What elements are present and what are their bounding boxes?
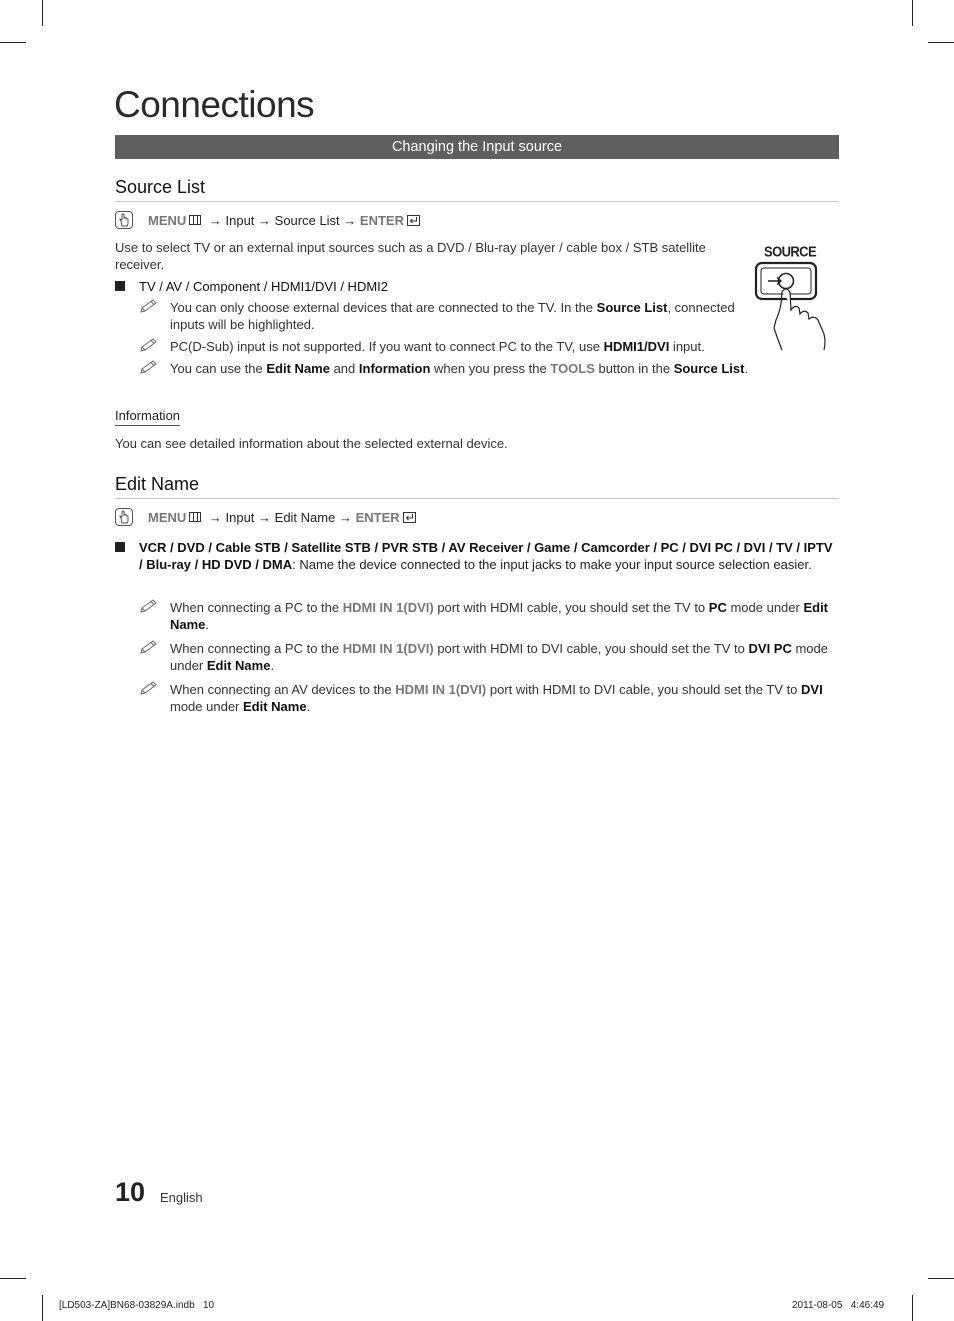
- information-text: You can see detailed information about the selected external device.: [115, 436, 508, 451]
- pencil-note-icon: [139, 298, 161, 314]
- menu-icon: [189, 215, 201, 225]
- note-item: When connecting a PC to the HDMI IN 1(DVI) port with HDMI to DVI cable, you should set the TV to DVI PC mode under Edit Name.: [139, 640, 839, 674]
- section-banner: Changing the Input source: [115, 135, 839, 159]
- crop-mark: [912, 1295, 913, 1321]
- hand-pointer-icon: [115, 508, 133, 526]
- information-heading: Information: [115, 408, 180, 426]
- pencil-note-icon: [139, 680, 161, 696]
- pencil-note-icon: [139, 359, 161, 375]
- note-item: When connecting a PC to the HDMI IN 1(DVI) port with HDMI cable, you should set the TV to PC mode under Edit Name.: [139, 599, 839, 633]
- source-button-illustration: [748, 240, 838, 355]
- crop-mark: [0, 1278, 26, 1279]
- crop-mark: [42, 1295, 43, 1321]
- note-item: PC(D-Sub) input is not supported. If you want to connect PC to the TV, use HDMI1/DVI input.: [139, 338, 749, 355]
- hand-pointer-icon: [115, 211, 133, 229]
- pencil-note-icon: [139, 639, 161, 655]
- print-timestamp: 2011-08-05 4:46:49: [792, 1300, 885, 1311]
- chapter-title: Connections: [114, 84, 315, 125]
- page-language: English: [160, 1190, 203, 1205]
- bullet-square-icon: [115, 542, 125, 552]
- bullet-square-icon: [115, 281, 125, 291]
- source-list-bullet: TV / AV / Component / HDMI1/DVI / HDMI2: [115, 278, 735, 295]
- source-list-title: Source List: [115, 177, 839, 202]
- note-item: You can use the Edit Name and Information when you press the TOOLS button in the Source List.: [139, 360, 749, 377]
- edit-name-title: Edit Name: [115, 474, 839, 499]
- pencil-note-icon: [139, 598, 161, 614]
- crop-mark: [912, 0, 913, 26]
- source-list-intro: Use to select TV or an external input sources such as a DVD / Blu-ray player / cable box / STB satellite receiver.: [115, 240, 706, 272]
- enter-icon: [407, 215, 420, 226]
- print-file-info: [LD503-ZA]BN68-03829A.indb 10: [59, 1300, 215, 1311]
- page-number: 10: [115, 1177, 146, 1207]
- crop-mark: [928, 1278, 954, 1279]
- crop-mark: [0, 42, 26, 43]
- note-item: When connecting an AV devices to the HDMI IN 1(DVI) port with HDMI to DVI cable, you should set the TV to DVI mode under Edit Name.: [139, 681, 839, 715]
- menu-icon: [189, 512, 201, 522]
- menu-path-text: → Input → Edit Name →: [205, 509, 356, 525]
- pencil-note-icon: [139, 337, 161, 353]
- enter-label: ENTER: [355, 509, 400, 525]
- source-button-label: SOURCE: [764, 242, 817, 261]
- edit-name-bullet: VCR / DVD / Cable STB / Satellite STB / PVR STB / AV Receiver / Game / Camcorder / PC / DVI PC / DVI / TV / IPTV / Blu-ray / HD DVD / DMA: Name the device connected to the input jacks to make your input source selection easier.: [115, 539, 839, 573]
- note-item: You can only choose external devices that are connected to the TV. In the Source List, connected inputs will be highlighted.: [139, 299, 749, 333]
- enter-label: ENTER: [359, 212, 404, 228]
- crop-mark: [928, 42, 954, 43]
- menu-label: MENU: [148, 212, 187, 228]
- source-list-menu-path: [115, 211, 420, 229]
- menu-label: MENU: [148, 509, 187, 525]
- menu-path-text: → Input → Source List →: [205, 212, 360, 228]
- crop-mark: [42, 0, 43, 26]
- edit-name-menu-path: [115, 508, 416, 526]
- enter-icon: [403, 512, 416, 523]
